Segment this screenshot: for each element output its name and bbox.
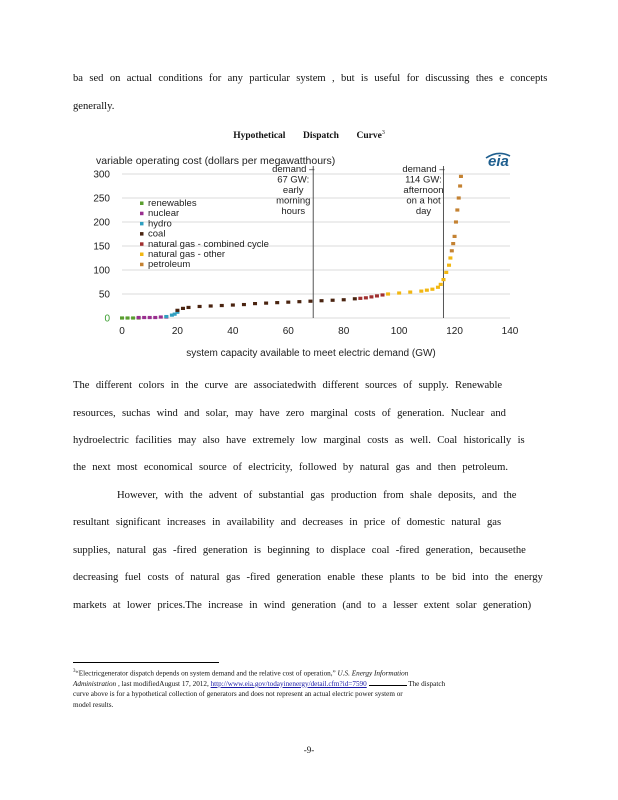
footnote-divider bbox=[73, 662, 219, 663]
data-point bbox=[448, 256, 452, 259]
demand-label: hours bbox=[281, 206, 306, 217]
data-point bbox=[425, 289, 429, 292]
data-point bbox=[375, 294, 379, 297]
data-point bbox=[457, 196, 461, 199]
y-tick-label: 50 bbox=[98, 289, 110, 301]
eia-logo bbox=[486, 153, 510, 170]
legend-label: natural gas - combined cycle bbox=[148, 238, 269, 250]
x-tick-label: 100 bbox=[390, 326, 408, 337]
demand-label: demand – bbox=[272, 164, 315, 175]
data-point bbox=[220, 304, 224, 307]
footnote-line bbox=[73, 667, 558, 679]
data-point bbox=[444, 271, 448, 274]
demand-label: afternoon bbox=[403, 185, 444, 196]
footnote-source-italic: Administration bbox=[73, 679, 117, 688]
data-point bbox=[458, 184, 462, 187]
dispatch-curve-chart bbox=[90, 150, 530, 360]
data-point bbox=[209, 304, 213, 307]
footnote-text: , last modifiedAugust 17, 2012, bbox=[116, 679, 209, 688]
data-point bbox=[386, 292, 390, 295]
data-point bbox=[441, 278, 445, 281]
legend-label: renewables bbox=[148, 198, 197, 209]
data-point bbox=[120, 316, 124, 319]
figure-caption bbox=[0, 130, 618, 141]
data-point bbox=[430, 288, 434, 291]
x-tick-label: 60 bbox=[282, 326, 294, 337]
data-point bbox=[459, 175, 463, 178]
legend-label: nuclear bbox=[148, 208, 180, 220]
y-tick-label: 150 bbox=[93, 241, 110, 253]
data-point bbox=[198, 305, 202, 308]
body-text-line: generally. bbox=[73, 101, 115, 112]
legend-label: natural gas - other bbox=[148, 249, 226, 260]
body-text-line: supplies, natural gas -fired generation is beginning to displace coal -fired generation, becausethe bbox=[73, 545, 526, 556]
page-number: -9- bbox=[303, 745, 315, 755]
legend-marker bbox=[140, 253, 144, 257]
x-axis-label: system capacity available to meet electric demand (GW) bbox=[186, 348, 436, 359]
data-point bbox=[181, 307, 185, 310]
legend-marker bbox=[140, 263, 144, 267]
x-tick-label: 140 bbox=[501, 326, 519, 337]
data-point bbox=[436, 286, 440, 289]
data-point bbox=[187, 306, 191, 309]
eia-logo-text: eia bbox=[488, 153, 509, 170]
demand-label: on a hot bbox=[406, 195, 441, 207]
footnote-line: model results. bbox=[73, 700, 114, 709]
x-tick-label: 80 bbox=[338, 326, 350, 337]
y-tick-label: 300 bbox=[93, 169, 110, 181]
body-text-line: decreasing fuel costs of natural gas -fired generation enable these plants to be bid into the energy bbox=[73, 572, 543, 583]
data-point bbox=[453, 235, 457, 238]
data-point bbox=[159, 315, 163, 318]
chart-title: variable operating cost (dollars per megawatthours) bbox=[96, 155, 336, 167]
data-point bbox=[164, 315, 168, 318]
data-point bbox=[397, 291, 401, 294]
caption-footnote-marker: 3 bbox=[381, 130, 385, 136]
footnote-line: curve above is for a hypothetical collection of generators and does not represent an actual electric power system or bbox=[73, 690, 403, 699]
demand-label: early bbox=[282, 185, 304, 196]
x-tick-label: 40 bbox=[227, 326, 239, 337]
chart-svg bbox=[90, 150, 530, 360]
series-natural-gas-other bbox=[386, 256, 452, 295]
demand-label: morning bbox=[276, 195, 311, 207]
y-tick-label: 250 bbox=[93, 193, 110, 205]
legend-marker bbox=[140, 202, 144, 206]
y-tick-label: 200 bbox=[93, 217, 110, 229]
footnote-marker: 3 bbox=[73, 669, 76, 674]
data-point bbox=[381, 293, 385, 296]
legend-label: coal bbox=[148, 228, 166, 240]
footnote-line bbox=[73, 679, 558, 689]
x-tick-label: 0 bbox=[119, 326, 125, 337]
data-point bbox=[320, 299, 324, 302]
data-point bbox=[451, 242, 455, 245]
data-point bbox=[454, 220, 458, 223]
data-point bbox=[439, 283, 443, 286]
body-text-line: the next most economical source of electricity, followed by natural gas and then petroleum. bbox=[73, 462, 508, 473]
data-point bbox=[275, 301, 279, 304]
data-point bbox=[286, 301, 290, 304]
body-text-line: However, with the advent of substantial gas production from shale deposits, and the bbox=[117, 490, 517, 501]
x-tick-label: 120 bbox=[446, 326, 463, 337]
series-nuclear bbox=[137, 315, 169, 319]
demand-label: 114 GW: bbox=[405, 174, 442, 186]
series-coal bbox=[175, 297, 356, 312]
data-point bbox=[331, 299, 335, 302]
demand-label: 67 GW: bbox=[277, 174, 310, 186]
data-point bbox=[369, 295, 373, 298]
data-point bbox=[308, 300, 312, 303]
footnote-text: The dispatch bbox=[408, 679, 446, 688]
body-text-line: The different colors in the curve are associatedwith different sources of supply. Renewable bbox=[73, 380, 503, 391]
data-point bbox=[231, 303, 235, 306]
data-point bbox=[419, 290, 423, 293]
data-point bbox=[408, 290, 412, 293]
data-point bbox=[148, 316, 152, 319]
data-point bbox=[131, 316, 135, 319]
legend-marker bbox=[140, 222, 144, 226]
footnote-link[interactable]: http://www.eia.gov/todayinenergy/detail.cfm?id=7590 bbox=[210, 679, 367, 688]
y-tick-label: 100 bbox=[93, 265, 110, 277]
data-point bbox=[253, 302, 257, 305]
footnote-text: “Electricgenerator dispatch depends on system demand and the relative cost of operation,” bbox=[75, 669, 336, 678]
body-text-line: ba sed on actual conditions for any particular system , but is useful for discussing thes e concepts bbox=[73, 73, 548, 84]
legend-label: hydro bbox=[148, 218, 172, 230]
caption-text: Hypothetical Dispatch Curve bbox=[233, 131, 382, 142]
body-text-line: markets at lower prices.The increase in wind generation (and to a lesser extent solar generation) bbox=[73, 600, 532, 611]
data-point bbox=[450, 249, 454, 252]
demand-label: demand – bbox=[402, 164, 445, 175]
demand-label: day bbox=[415, 206, 432, 217]
body-text-line: hydroelectric facilities may also have extremely low marginal costs as well. Coal historically is bbox=[73, 435, 525, 446]
data-point bbox=[455, 208, 459, 211]
legend-label: petroleum bbox=[148, 259, 191, 271]
data-point bbox=[364, 296, 368, 299]
data-point bbox=[358, 297, 362, 300]
x-tick-label: 20 bbox=[171, 326, 183, 337]
series-petroleum bbox=[450, 175, 463, 253]
data-point bbox=[126, 316, 130, 319]
data-point bbox=[264, 302, 268, 305]
footnote bbox=[73, 667, 558, 710]
body-text-line: resultant significant increases in availability and decreases in price of domestic natural gas bbox=[73, 517, 502, 528]
y-tick-label: 0 bbox=[104, 313, 110, 325]
body-text-line: resources, suchas wind and solar, may have zero marginal costs of generation. Nuclear and bbox=[73, 408, 506, 419]
legend-marker bbox=[140, 212, 144, 216]
data-point bbox=[153, 316, 157, 319]
data-point bbox=[342, 298, 346, 301]
data-point bbox=[175, 309, 179, 312]
footnote-source-italic: U.S. Energy Information bbox=[337, 669, 409, 678]
data-point bbox=[137, 316, 141, 319]
data-point bbox=[242, 303, 246, 306]
data-point bbox=[297, 300, 301, 303]
data-point bbox=[447, 264, 451, 267]
data-point bbox=[142, 316, 146, 319]
data-point bbox=[353, 297, 357, 300]
legend-marker bbox=[140, 242, 144, 246]
legend-marker bbox=[140, 232, 144, 236]
